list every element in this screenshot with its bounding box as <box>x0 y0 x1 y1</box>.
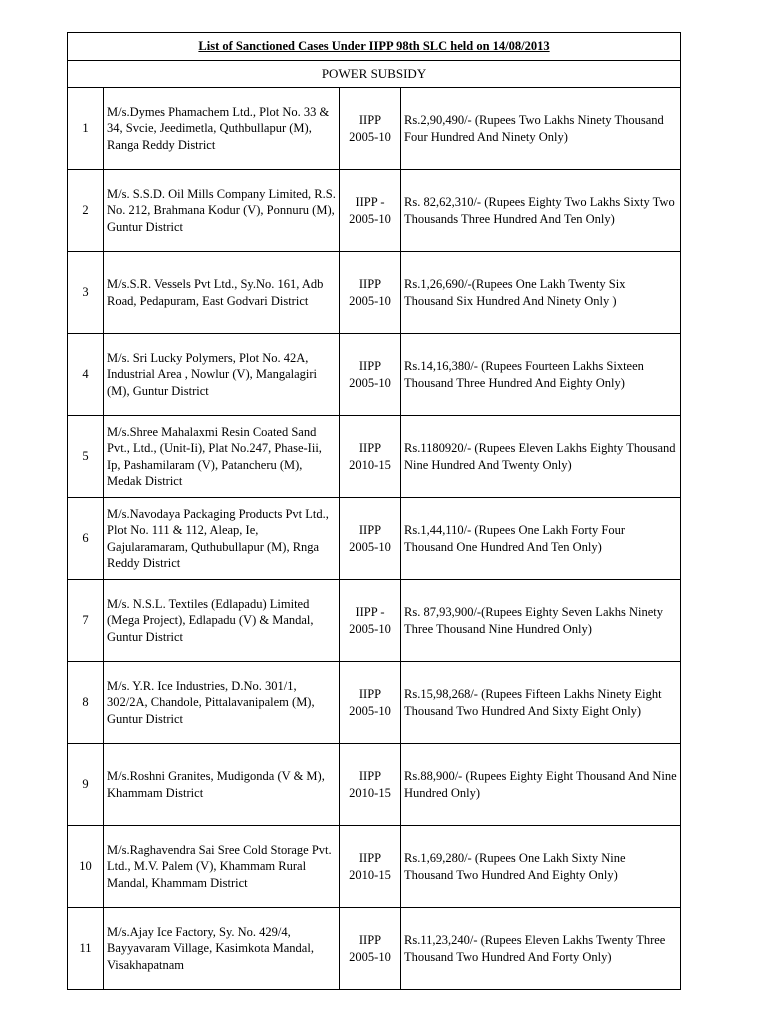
row-number: 5 <box>68 416 104 498</box>
table-row <box>68 170 681 252</box>
scheme-period: IIPP 2005-10 <box>340 908 401 990</box>
sanctioned-amount: Rs.2,90,490/- (Rupees Two Lakhs Ninety Thousand Four Hundred And Ninety Only) <box>401 88 681 170</box>
table-row <box>68 416 681 498</box>
unit-name-address: M/s.Ajay Ice Factory, Sy. No. 429/4, Bayyavaram Village, Kasimkota Mandal, Visakhapatnam <box>104 908 340 990</box>
table-row <box>68 826 681 908</box>
sanctioned-amount: Rs.1,44,110/- (Rupees One Lakh Forty Four Thousand One Hundred And Ten Only) <box>401 498 681 580</box>
sanctioned-amount: Rs.1,26,690/-(Rupees One Lakh Twenty Six Thousand Six Hundred And Ninety Only ) <box>401 252 681 334</box>
sanctioned-cases-table <box>67 32 681 990</box>
table-row <box>68 252 681 334</box>
unit-name-address: M/s.Raghavendra Sai Sree Cold Storage Pvt. Ltd., M.V. Palem (V), Khammam Rural Mandal, Khammam District <box>104 826 340 908</box>
table-row <box>68 580 681 662</box>
sanctioned-amount: Rs.88,900/- (Rupees Eighty Eight Thousand And Nine Hundred Only) <box>401 744 681 826</box>
unit-name-address: M/s.Dymes Phamachem Ltd., Plot No. 33 & 34, Svcie, Jeedimetla, Quthbullapur (M), Ranga Reddy District <box>104 88 340 170</box>
unit-name-address: M/s. Sri Lucky Polymers, Plot No. 42A, Industrial Area , Nowlur (V), Mangalagiri (M), Guntur District <box>104 334 340 416</box>
scheme-period: IIPP 2010-15 <box>340 826 401 908</box>
row-number: 2 <box>68 170 104 252</box>
table-row <box>68 88 681 170</box>
scheme-period: IIPP 2005-10 <box>340 252 401 334</box>
row-number: 4 <box>68 334 104 416</box>
unit-name-address: M/s. S.S.D. Oil Mills Company Limited, R.S. No. 212, Brahmana Kodur (V), Ponnuru (M), Guntur District <box>104 170 340 252</box>
sanctioned-amount: Rs.1,69,280/- (Rupees One Lakh Sixty Nine Thousand Two Hundred And Eighty Only) <box>401 826 681 908</box>
unit-name-address: M/s.S.R. Vessels Pvt Ltd., Sy.No. 161, Adb Road, Pedapuram, East Godvari District <box>104 252 340 334</box>
table-row <box>68 662 681 744</box>
unit-name-address: M/s.Roshni Granites, Mudigonda (V & M), Khammam District <box>104 744 340 826</box>
table-row <box>68 334 681 416</box>
table-row <box>68 498 681 580</box>
row-number: 10 <box>68 826 104 908</box>
sanctioned-amount: Rs.11,23,240/- (Rupees Eleven Lakhs Twenty Three Thousand Two Hundred And Forty Only) <box>401 908 681 990</box>
unit-name-address: M/s.Shree Mahalaxmi Resin Coated Sand Pvt., Ltd., (Unit-Ii), Plat No.247, Phase-Iii, Ip, Pashamilaram (V), Patancheru (M), Medak District <box>104 416 340 498</box>
scheme-period: IIPP - 2005-10 <box>340 170 401 252</box>
document-title: List of Sanctioned Cases Under IIPP 98th SLC held on 14/08/2013 <box>198 39 550 54</box>
sanctioned-amount: Rs.14,16,380/- (Rupees Fourteen Lakhs Sixteen Thousand Three Hundred And Eighty Only) <box>401 334 681 416</box>
scheme-period: IIPP 2005-10 <box>340 498 401 580</box>
title-cell <box>68 33 681 61</box>
title-row <box>68 33 681 61</box>
row-number: 9 <box>68 744 104 826</box>
sanctioned-amount: Rs.15,98,268/- (Rupees Fifteen Lakhs Ninety Eight Thousand Two Hundred And Sixty Eight Only) <box>401 662 681 744</box>
table-body <box>68 33 681 990</box>
unit-name-address: M/s. Y.R. Ice Industries, D.No. 301/1, 302/2A, Chandole, Pittalavanipalem (M), Guntur District <box>104 662 340 744</box>
scheme-period: IIPP 2005-10 <box>340 88 401 170</box>
row-number: 11 <box>68 908 104 990</box>
section-heading: POWER SUBSIDY <box>68 61 681 88</box>
section-row <box>68 61 681 88</box>
row-number: 6 <box>68 498 104 580</box>
sanctioned-amount: Rs.1180920/- (Rupees Eleven Lakhs Eighty Thousand Nine Hundred And Twenty Only) <box>401 416 681 498</box>
row-number: 1 <box>68 88 104 170</box>
row-number: 8 <box>68 662 104 744</box>
sanctioned-amount: Rs. 82,62,310/- (Rupees Eighty Two Lakhs Sixty Two Thousands Three Hundred And Ten Only) <box>401 170 681 252</box>
scheme-period: IIPP - 2005-10 <box>340 580 401 662</box>
row-number: 3 <box>68 252 104 334</box>
table-row <box>68 744 681 826</box>
scheme-period: IIPP 2010-15 <box>340 744 401 826</box>
scheme-period: IIPP 2005-10 <box>340 334 401 416</box>
sanctioned-amount: Rs. 87,93,900/-(Rupees Eighty Seven Lakhs Ninety Three Thousand Nine Hundred Only) <box>401 580 681 662</box>
scheme-period: IIPP 2005-10 <box>340 662 401 744</box>
unit-name-address: M/s. N.S.L. Textiles (Edlapadu) Limited (Mega Project), Edlapadu (V) & Mandal, Guntur District <box>104 580 340 662</box>
scheme-period: IIPP 2010-15 <box>340 416 401 498</box>
table-row <box>68 908 681 990</box>
row-number: 7 <box>68 580 104 662</box>
unit-name-address: M/s.Navodaya Packaging Products Pvt Ltd., Plot No. 111 & 112, Aleap, Ie, Gajularamaram, Quthubullapur (M), Rnga Reddy District <box>104 498 340 580</box>
